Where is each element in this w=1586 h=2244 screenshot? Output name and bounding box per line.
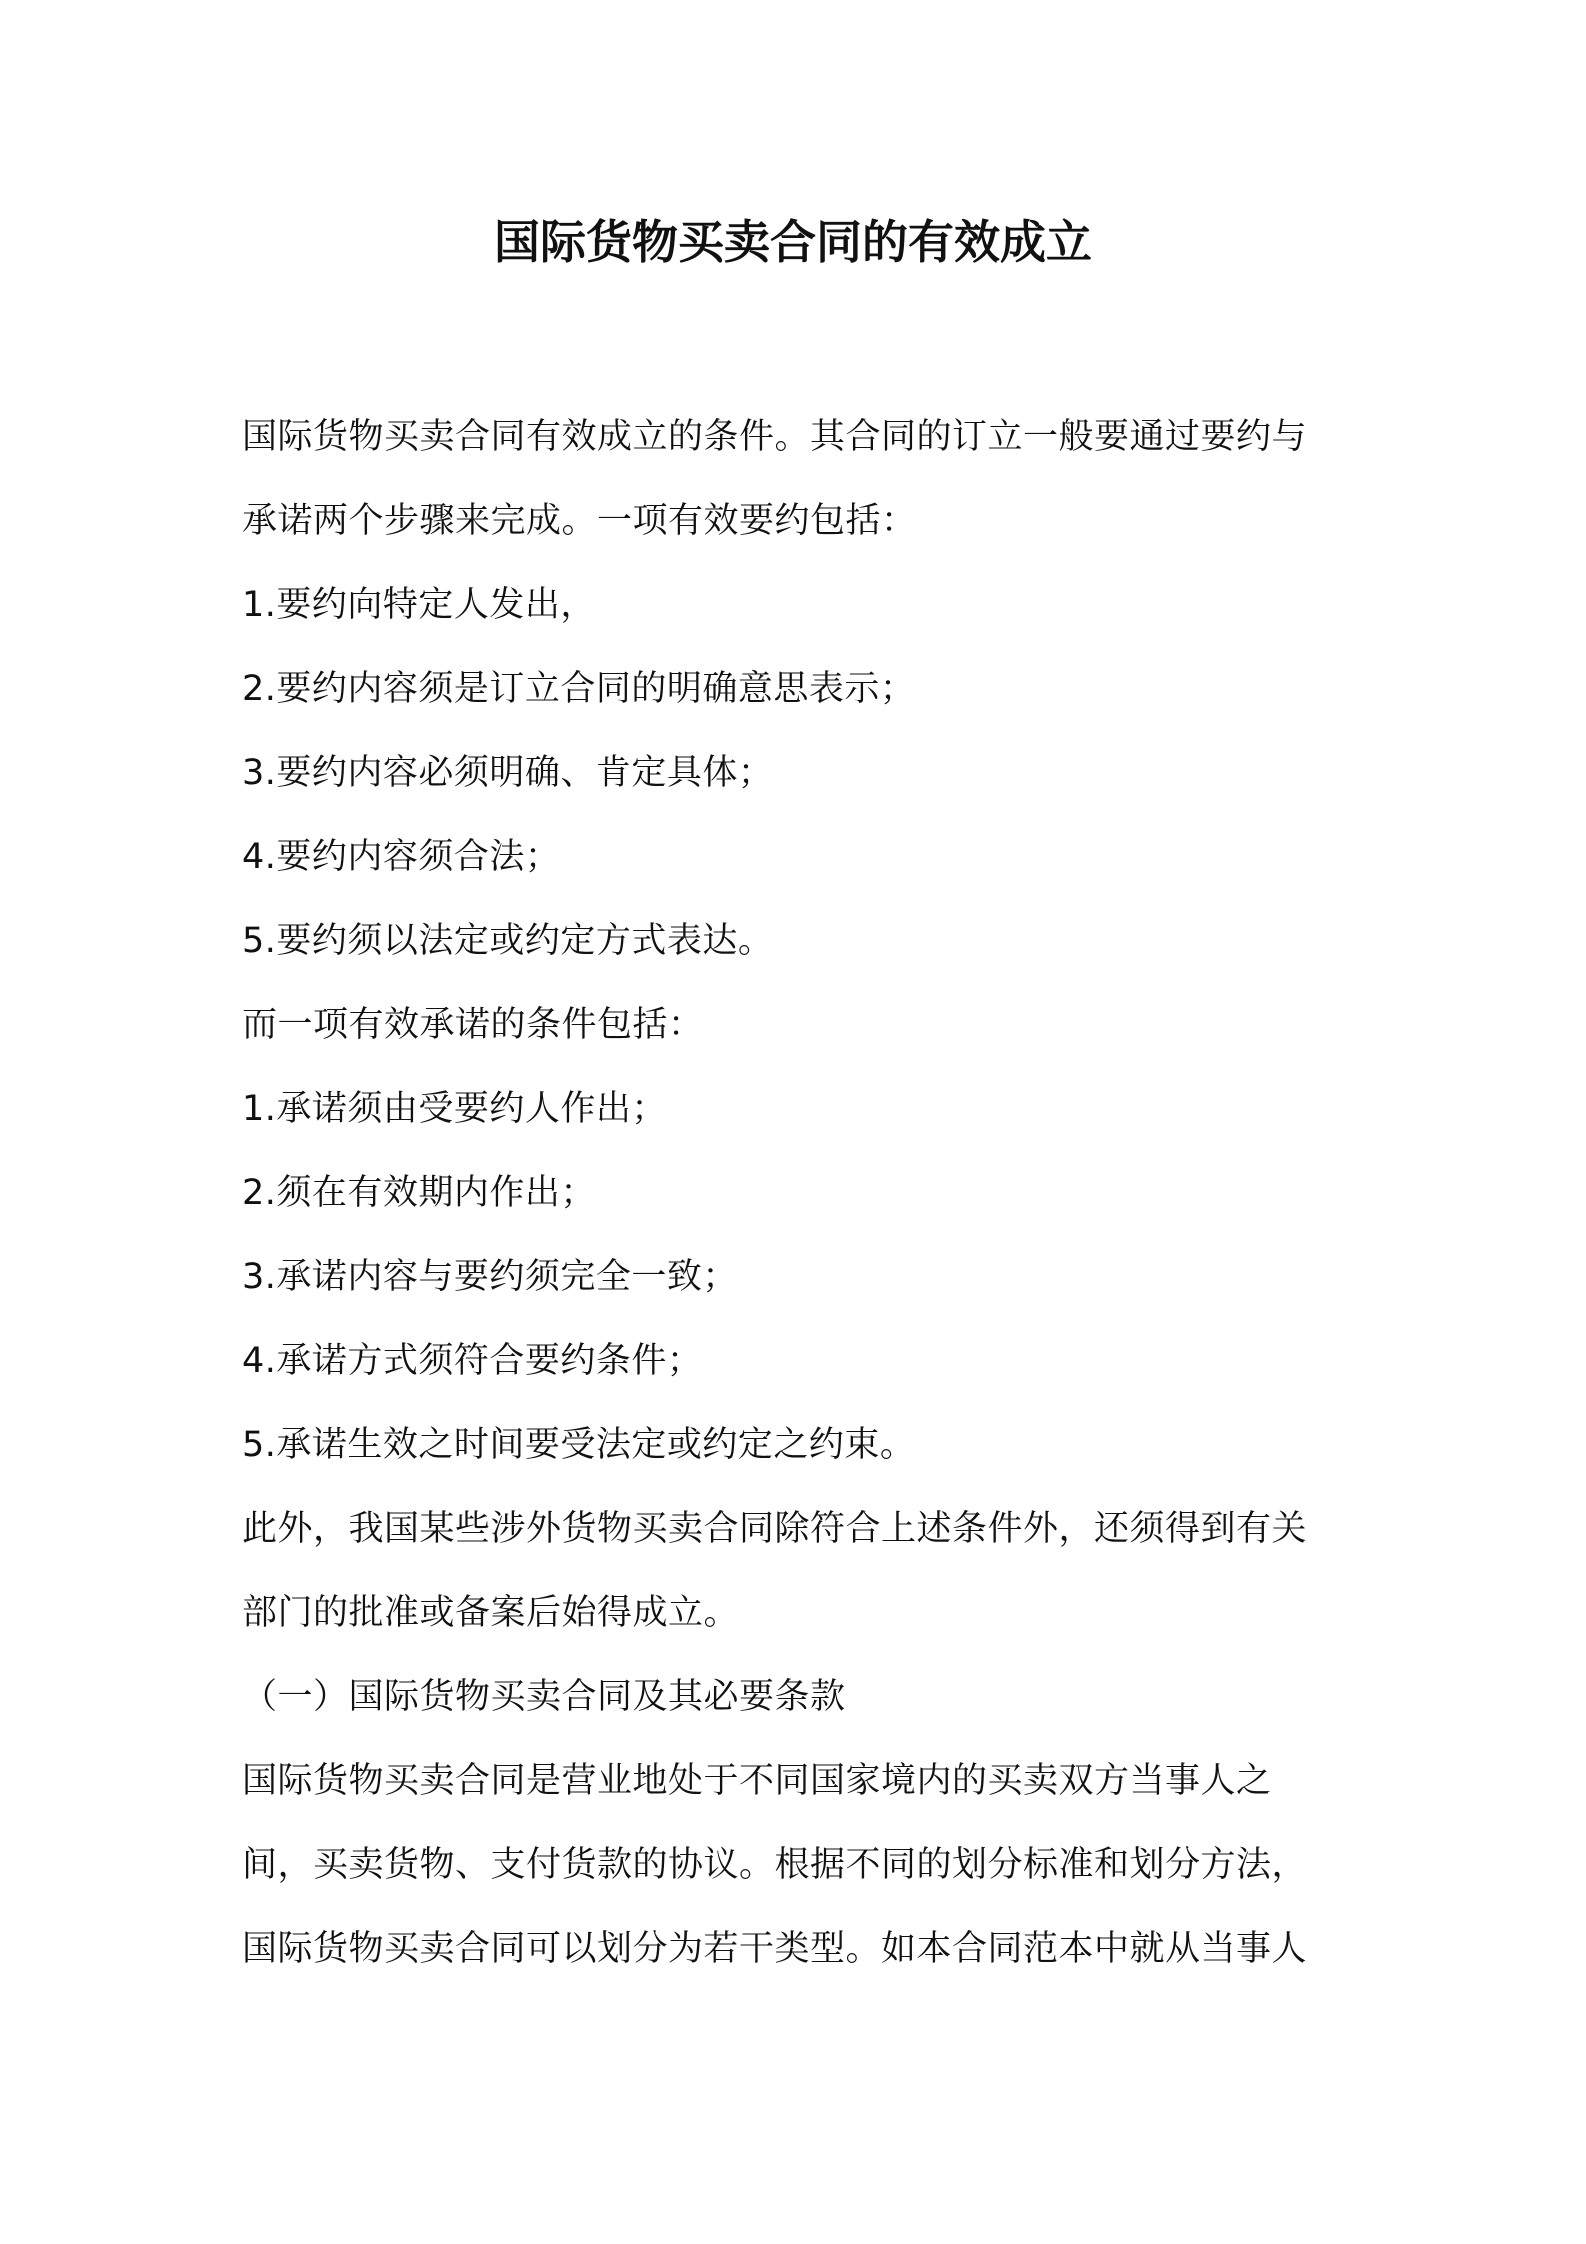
paragraph-line: 国际货物买卖合同是营业地处于不同国家境内的买卖双方当事人之 [242,1761,1272,1801]
list-item: 4.要约内容须合法； [242,837,561,877]
paragraph-line: 承诺两个步骤来完成。一项有效要约包括： [242,501,917,541]
list-item: 3.承诺内容与要约须完全一致； [242,1257,738,1297]
section-heading: （一）国际货物买卖合同及其必要条款 [242,1677,846,1717]
document-title: 国际货物买卖合同的有效成立 [494,215,1092,269]
list-item: 2.须在有效期内作出； [242,1173,596,1213]
paragraph-line: 国际货物买卖合同可以划分为若干类型。如本合同范本中就从当事人 [242,1929,1308,1969]
list-item: 1.承诺须由受要约人作出； [242,1089,667,1129]
list-item: 5.要约须以法定或约定方式表达。 [242,921,774,961]
paragraph-line: 国际货物买卖合同有效成立的条件。其合同的订立一般要通过要约与 [242,417,1308,457]
list-item: 3.要约内容必须明确、肯定具体； [242,753,774,793]
list-item: 2.要约内容须是订立合同的明确意思表示； [242,669,916,709]
paragraph-line: 间，买卖货物、支付货款的协议。根据不同的划分标准和划分方法， [242,1845,1308,1885]
list-item: 1.要约向特定人发出， [242,585,596,625]
paragraph-line: 而一项有效承诺的条件包括： [242,1005,704,1045]
paragraph-line: 此外，我国某些涉外货物买卖合同除符合上述条件外，还须得到有关 [242,1509,1308,1549]
paragraph-line: 部门的批准或备案后始得成立。 [242,1593,740,1633]
list-item: 4.承诺方式须符合要约条件； [242,1341,703,1381]
list-item: 5.承诺生效之时间要受法定或约定之约束。 [242,1425,916,1465]
